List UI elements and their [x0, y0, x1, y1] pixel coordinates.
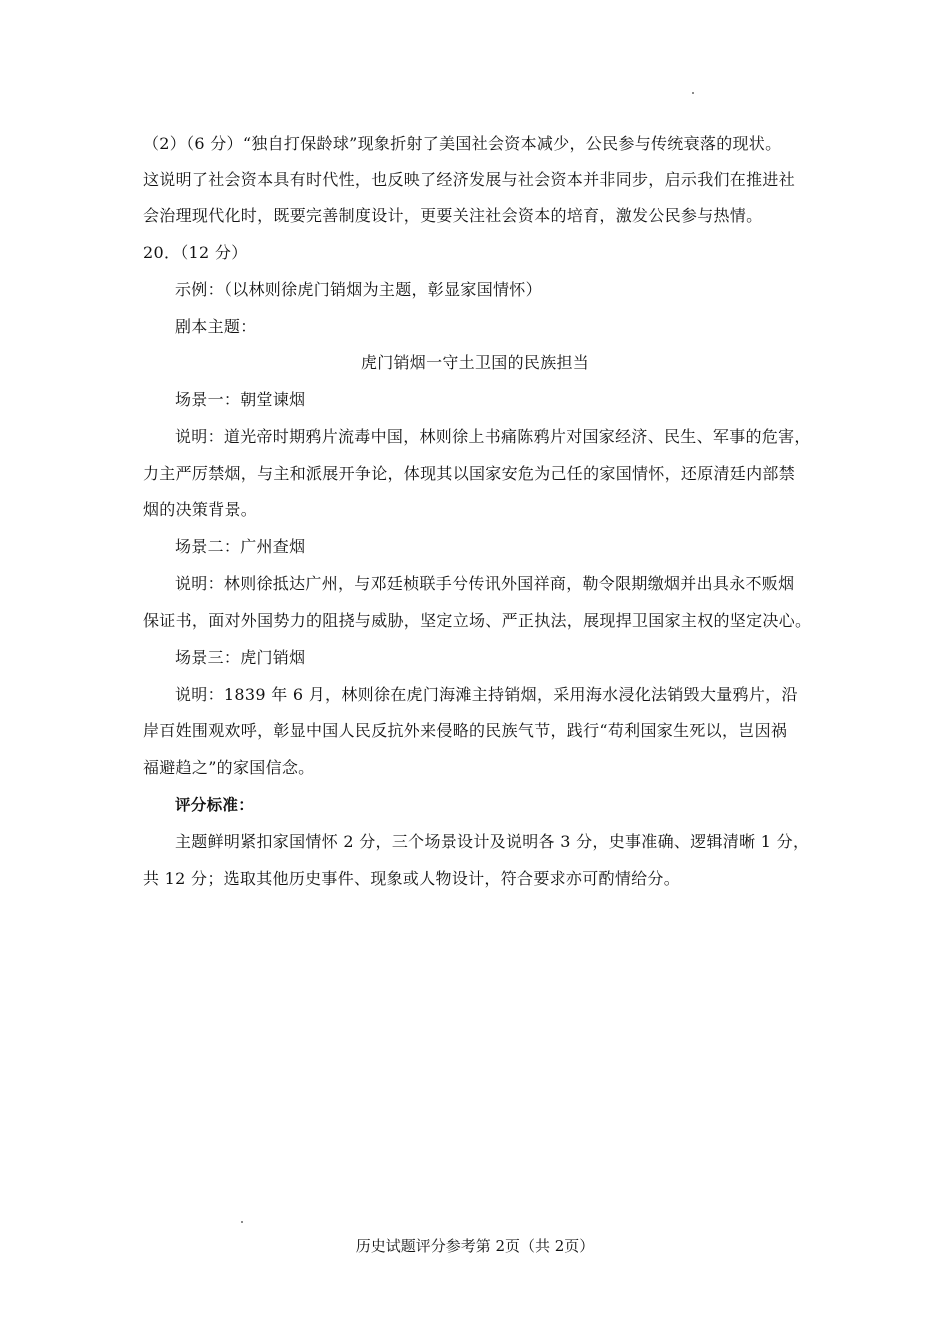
scene-description: 说明：1839 年 6 月，林则徐在虎门海滩主持销烟，采用海水浸化法销毁大量鸦片，沿 [175, 685, 798, 704]
scene-title: 场景二：广州查烟 [175, 537, 306, 556]
scene-description: 保证书，面对外国势力的阻挠与威胁，坚定立场、严正执法，展现捍卫国家主权的坚定决心。 [143, 611, 812, 630]
scene-description: 力主严厉禁烟，与主和派展开争论，体现其以国家安危为己任的家国情怀，还原清廷内部禁 [143, 464, 796, 483]
question-heading: 20．（12 分） [143, 243, 248, 262]
scene-description: 说明：林则徐抵达广州，与邓廷桢联手兮传讯外国祥商，勒令限期缴烟并出具永不贩烟 [175, 574, 795, 593]
script-title: 虎门销烟一守土卫国的民族担当 [360, 353, 590, 372]
scene-title: 场景三：虎门销烟 [175, 648, 306, 667]
answer-line: 会治理现代化时，既要完善制度设计，更要关注社会资本的培育，激发公民参与热情。 [143, 206, 763, 225]
scene-description: 烟的决策背景。 [143, 500, 258, 519]
scoring-label: 评分标准： [175, 796, 255, 814]
scene-title: 场景一：朝堂谏烟 [175, 390, 306, 409]
scoring-line: 共 12 分；选取其他历史事件、现象或人物设计，符合要求亦可酌情给分。 [143, 869, 681, 888]
page-dot [241, 1221, 243, 1223]
example-line: 示例：（以林则徐虎门销烟为主题，彰显家国情怀） [175, 280, 542, 299]
page-dot [692, 92, 694, 94]
scoring-line: 主题鲜明紧扣家国情怀 2 分，三个场景设计及说明各 3 分，史事准确、逻辑清晰 1 分， [175, 832, 810, 851]
answer-line: （2）（6 分）“独自打保龄球”现象折射了美国社会资本减少，公民参与传统衰落的现状。 [143, 134, 782, 153]
script-theme-label: 剧本主题： [175, 317, 257, 336]
scene-description: 福避趋之”的家国信念。 [143, 758, 315, 777]
scene-description: 说明：道光帝时期鸦片流毒中国，林则徐上书痛陈鸦片对国家经济、民生、军事的危害， [175, 427, 811, 446]
scene-description: 岸百姓围观欢呼，彰显中国人民反抗外来侵略的民族气节，践行“苟利国家生死以，岂因祸 [143, 721, 788, 740]
page-footer: 历史试题评分参考第 2页（共 2页） [355, 1237, 595, 1255]
answer-line: 这说明了社会资本具有时代性，也反映了经济发展与社会资本并非同步，启示我们在推进社 [143, 170, 796, 189]
